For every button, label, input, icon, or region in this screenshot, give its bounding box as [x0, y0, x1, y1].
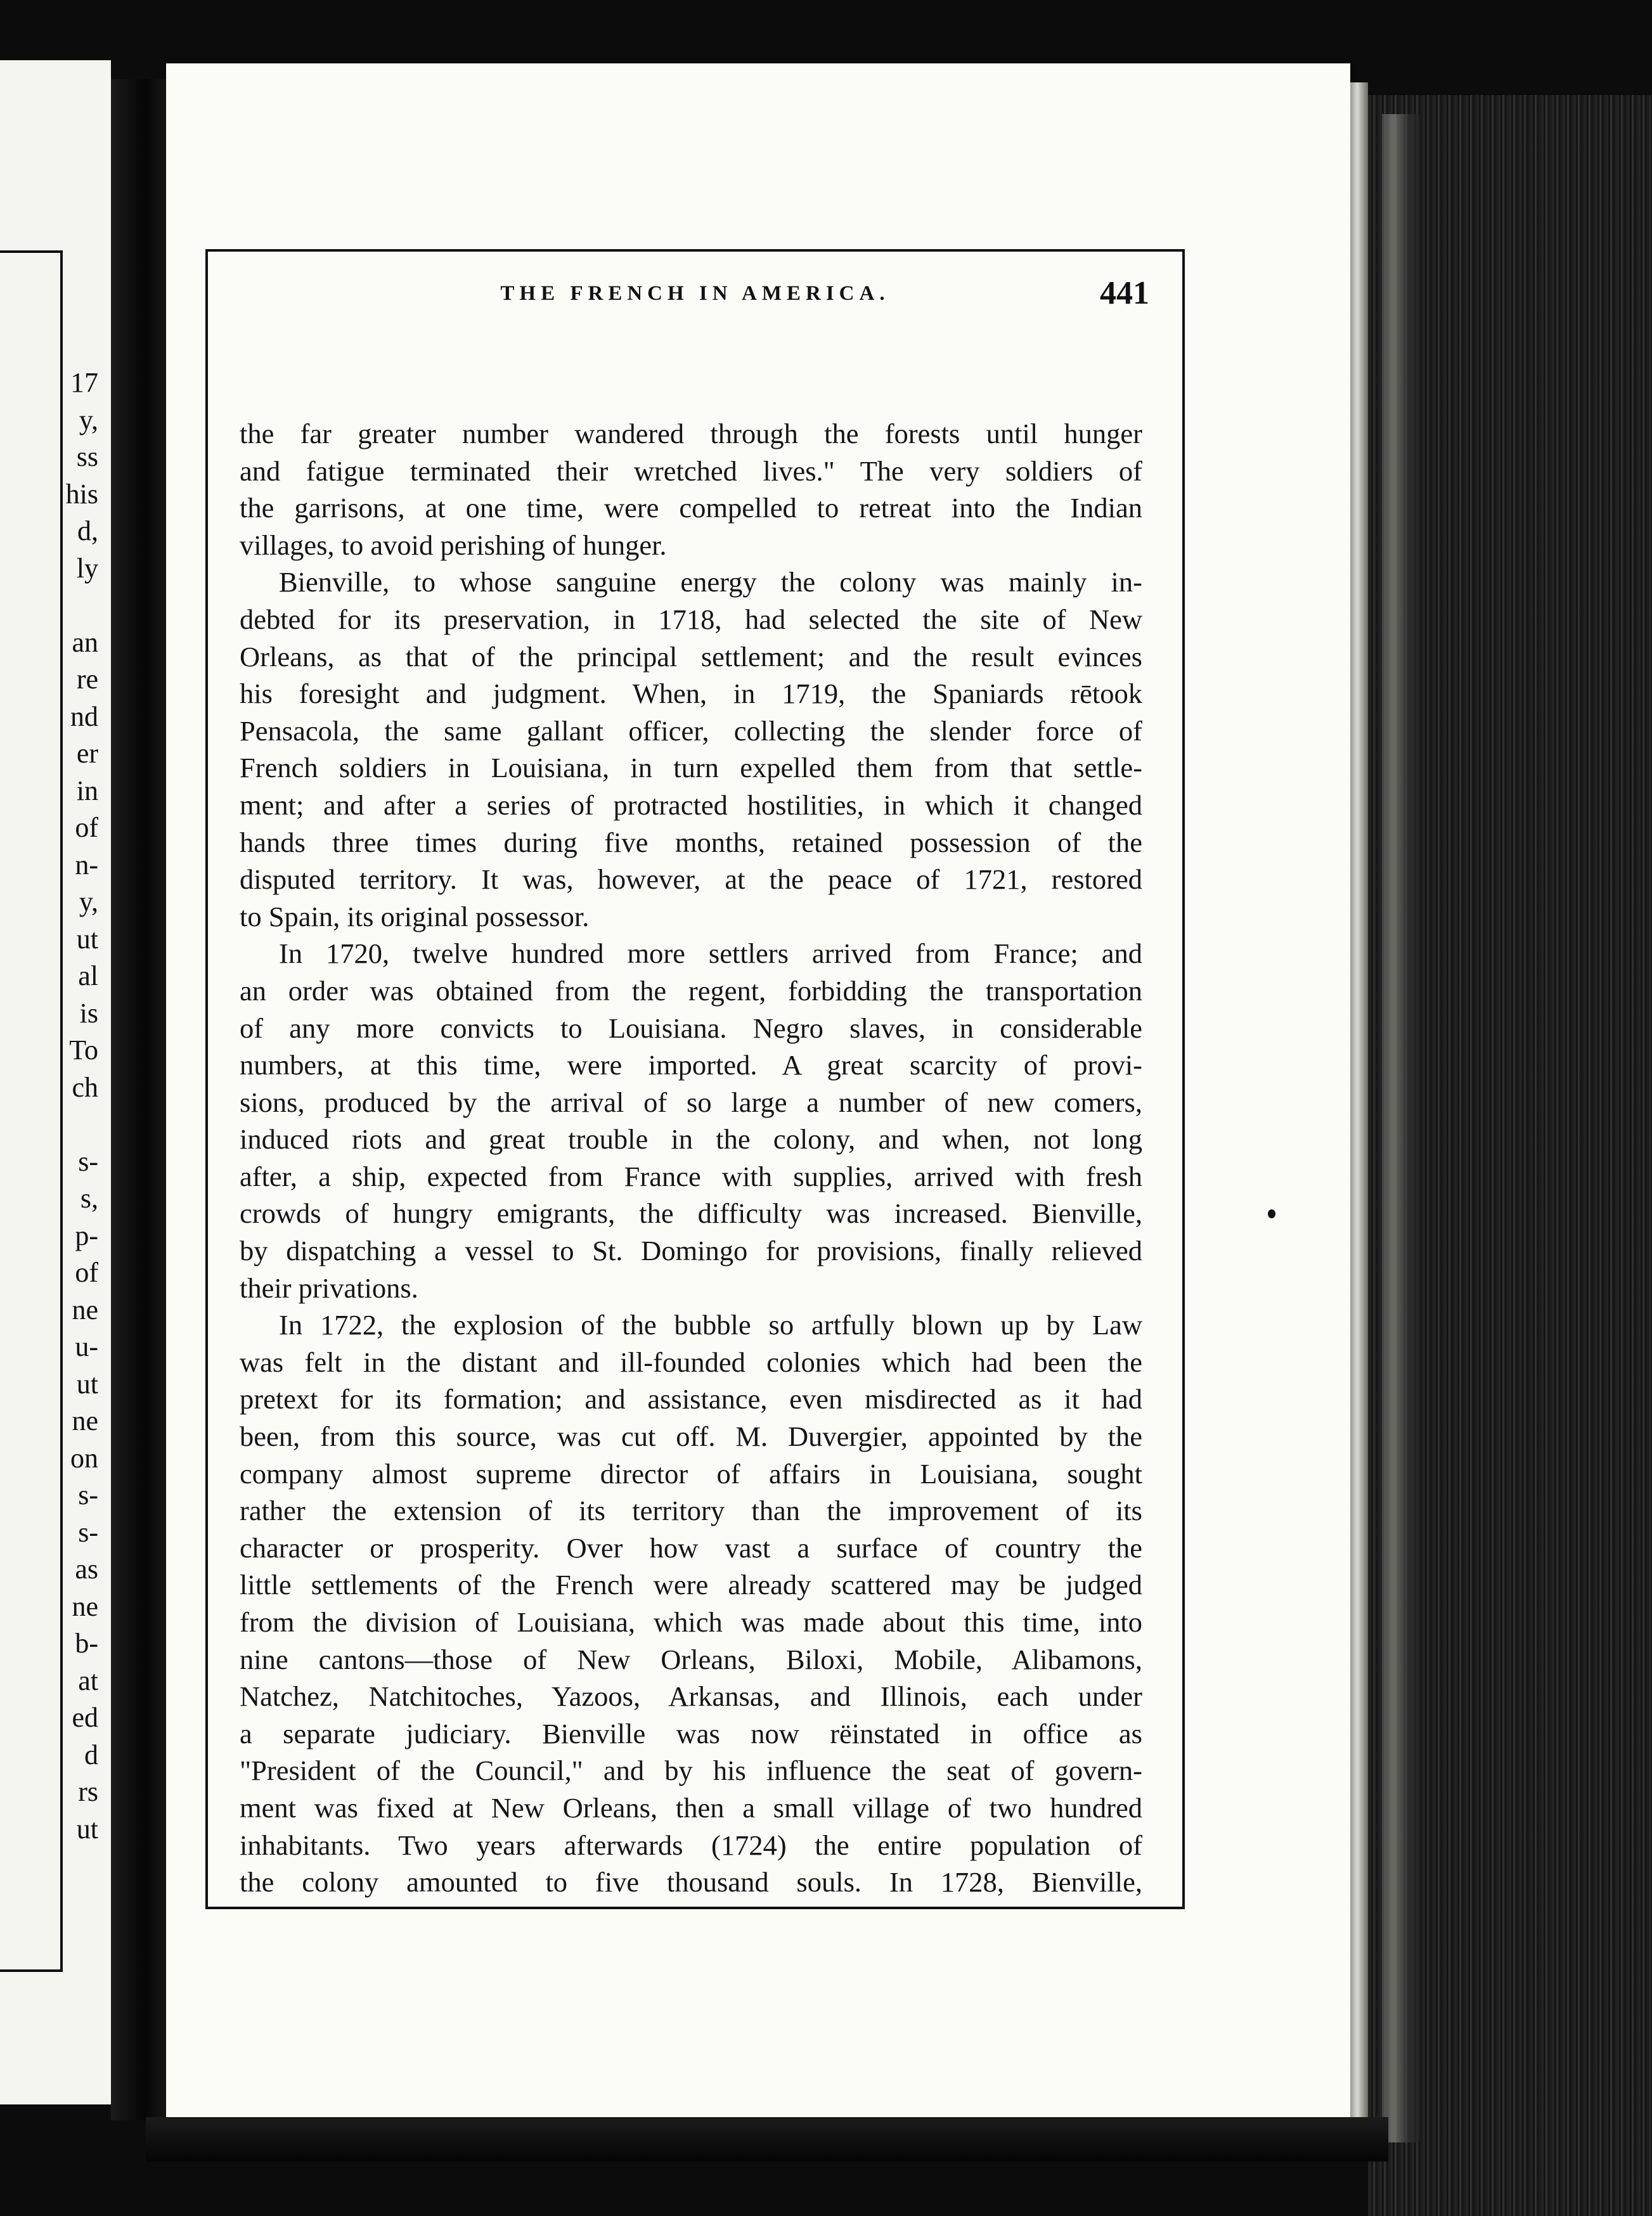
left-page-fragment: at — [78, 1665, 98, 1696]
text-line: rather the extension of its territory than the improvement of its — [240, 1495, 1142, 1527]
left-page-fragment: ut — [76, 923, 98, 955]
book-block-highlight — [1382, 114, 1420, 2142]
left-page-fragment: ss — [76, 441, 98, 472]
left-page-fragment: b- — [75, 1628, 98, 1659]
left-page-fragment: er — [76, 738, 98, 769]
text-line: Bienville, to whose sanguine energy the colony was mainly in- — [279, 566, 1142, 598]
left-page-fragment: ut — [76, 1813, 98, 1845]
left-page-fragment: To — [69, 1034, 98, 1066]
left-page-fragment: ne — [72, 1294, 98, 1325]
text-line: been, from this source, was cut off. M. Duvergier, appointed by the — [240, 1420, 1142, 1453]
left-page-fragment: p- — [75, 1220, 98, 1251]
left-page-fragment: of — [75, 812, 98, 843]
left-page-fragment — [35, 1106, 98, 1143]
text-line: pretext for its formation; and assistance, even misdirected as it had — [240, 1383, 1142, 1415]
text-line: In 1720, twelve hundred more settlers arrived from France; and — [279, 937, 1142, 970]
left-page-fragment: s- — [78, 1145, 98, 1177]
text-line: ment was fixed at New Orleans, then a small village of two hundred — [240, 1791, 1142, 1824]
page-border-frame — [205, 249, 1185, 1909]
text-line: nine cantons—those of New Orleans, Biloxi, Mobile, Alibamons, — [240, 1643, 1142, 1675]
text-line: "President of the Council," and by his influence the seat of govern- — [240, 1755, 1142, 1787]
text-line: villages, to avoid perishing of hunger. — [240, 529, 667, 561]
text-line: to Spain, its original possessor. — [240, 900, 590, 932]
text-line: crowds of hungry emigrants, the difficulty was increased. Bienville, — [240, 1197, 1142, 1230]
left-page-fragment: al — [78, 960, 98, 991]
body-text — [240, 415, 1142, 1901]
text-line: induced riots and great trouble in the colony, and when, not long — [240, 1123, 1142, 1156]
text-line: numbers, at this time, were imported. A great scarcity of provi- — [240, 1049, 1142, 1081]
left-page-fragment: d, — [77, 515, 98, 546]
text-line: his foresight and judgment. When, in 1719, the Spaniards rētook — [240, 678, 1142, 710]
ink-speck — [1268, 1209, 1275, 1218]
page-edge — [1350, 82, 1368, 2149]
text-line: the far greater number wandered through the forests until hunger — [240, 418, 1142, 449]
text-line: Orleans, as that of the principal settlement; and the result evinces — [240, 640, 1142, 673]
left-page-fragment: his — [65, 478, 98, 510]
text-line: inhabitants. Two years afterwards (1724) the entire population of — [240, 1829, 1142, 1861]
left-page-fragment: u- — [75, 1331, 98, 1362]
left-page-fragment: on — [70, 1442, 98, 1474]
text-line: disputed territory. It was, however, at the peace of 1721, restored — [240, 863, 1142, 896]
text-line: was felt in the distant and ill-founded colonies which had been the — [240, 1346, 1142, 1378]
bottom-shadow — [146, 2117, 1388, 2161]
text-line: the colony amounted to five thousand souls. In 1728, Bienville, — [240, 1866, 1142, 1898]
left-page-fragment: ch — [72, 1071, 98, 1103]
page-number: 441 — [1100, 275, 1149, 311]
left-page-fragment: s- — [78, 1479, 98, 1511]
left-page-fragment: y, — [79, 886, 98, 917]
left-page-fragment: 17 — [70, 367, 98, 398]
left-page-fragment: as — [75, 1554, 98, 1585]
text-line: the garrisons, at one time, were compelled to retreat into the Indian — [240, 492, 1142, 524]
book-page — [166, 63, 1350, 2117]
left-page-fragment: n- — [75, 849, 98, 880]
left-page-fragment: of — [75, 1257, 98, 1288]
text-line: sions, produced by the arrival of so large a number of new comers, — [240, 1086, 1142, 1118]
text-line: In 1722, the explosion of the bubble so artfully blown up by Law — [279, 1309, 1142, 1341]
text-line: character or prosperity. Over how vast a surface of country the — [240, 1531, 1142, 1564]
text-line: company almost supreme director of affairs in Louisiana, sought — [240, 1457, 1142, 1490]
left-page-fragment: rs — [78, 1776, 98, 1807]
left-page-fragment: ed — [72, 1702, 98, 1733]
text-line: a separate judiciary. Bienville was now rëinstated in office as — [240, 1717, 1142, 1749]
book-gutter — [111, 79, 168, 2120]
left-page-fragment: in — [76, 775, 98, 806]
text-line: their privations. — [240, 1272, 418, 1304]
left-page-fragment: d — [84, 1739, 98, 1770]
text-line: by dispatching a vessel to St. Domingo for provisions, finally relieved — [240, 1235, 1142, 1267]
text-line: little settlements of the French were already scattered may be judged — [240, 1569, 1142, 1601]
left-page-fragment: is — [79, 997, 98, 1029]
left-adjacent-page — [0, 60, 111, 2104]
text-line: ment; and after a series of protracted hostilities, in which it changed — [240, 789, 1142, 821]
text-line: Pensacola, the same gallant officer, collecting the slender force of — [240, 714, 1142, 747]
running-head: THE FRENCH IN AMERICA. — [500, 282, 890, 305]
left-page-fragment — [35, 587, 98, 624]
left-page-fragment: an — [72, 626, 98, 658]
left-page-fragment: s- — [78, 1516, 98, 1548]
text-line: and fatigue terminated their wretched lives." The very soldiers of — [240, 454, 1142, 487]
text-line: French soldiers in Louisiana, in turn expelled them from that settle- — [240, 752, 1142, 784]
text-line: from the division of Louisiana, which was made about this time, into — [240, 1606, 1142, 1638]
left-page-fragment: re — [76, 664, 98, 695]
left-page-fragment: y, — [79, 404, 98, 435]
left-page-fragment: ne — [72, 1590, 98, 1622]
left-page-fragment: nd — [70, 700, 98, 732]
text-line: Natchez, Natchitoches, Yazoos, Arkansas, and Illinois, each under — [240, 1680, 1142, 1713]
left-page-fragment: s, — [80, 1183, 98, 1214]
text-line: debted for its preservation, in 1718, had selected the site of New — [240, 603, 1142, 635]
text-line: after, a ship, expected from France with supplies, arrived with fresh — [240, 1160, 1142, 1192]
text-line: of any more convicts to Louisiana. Negro slaves, in considerable — [240, 1012, 1142, 1044]
left-page-fragment: ut — [76, 1368, 98, 1400]
text-line: an order was obtained from the regent, forbidding the transportation — [240, 974, 1142, 1007]
text-line: hands three times during five months, retained possession of the — [240, 826, 1142, 858]
left-page-text-fragments — [35, 364, 98, 1848]
left-page-fragment: ly — [76, 552, 98, 584]
left-page-fragment: ne — [72, 1405, 98, 1436]
